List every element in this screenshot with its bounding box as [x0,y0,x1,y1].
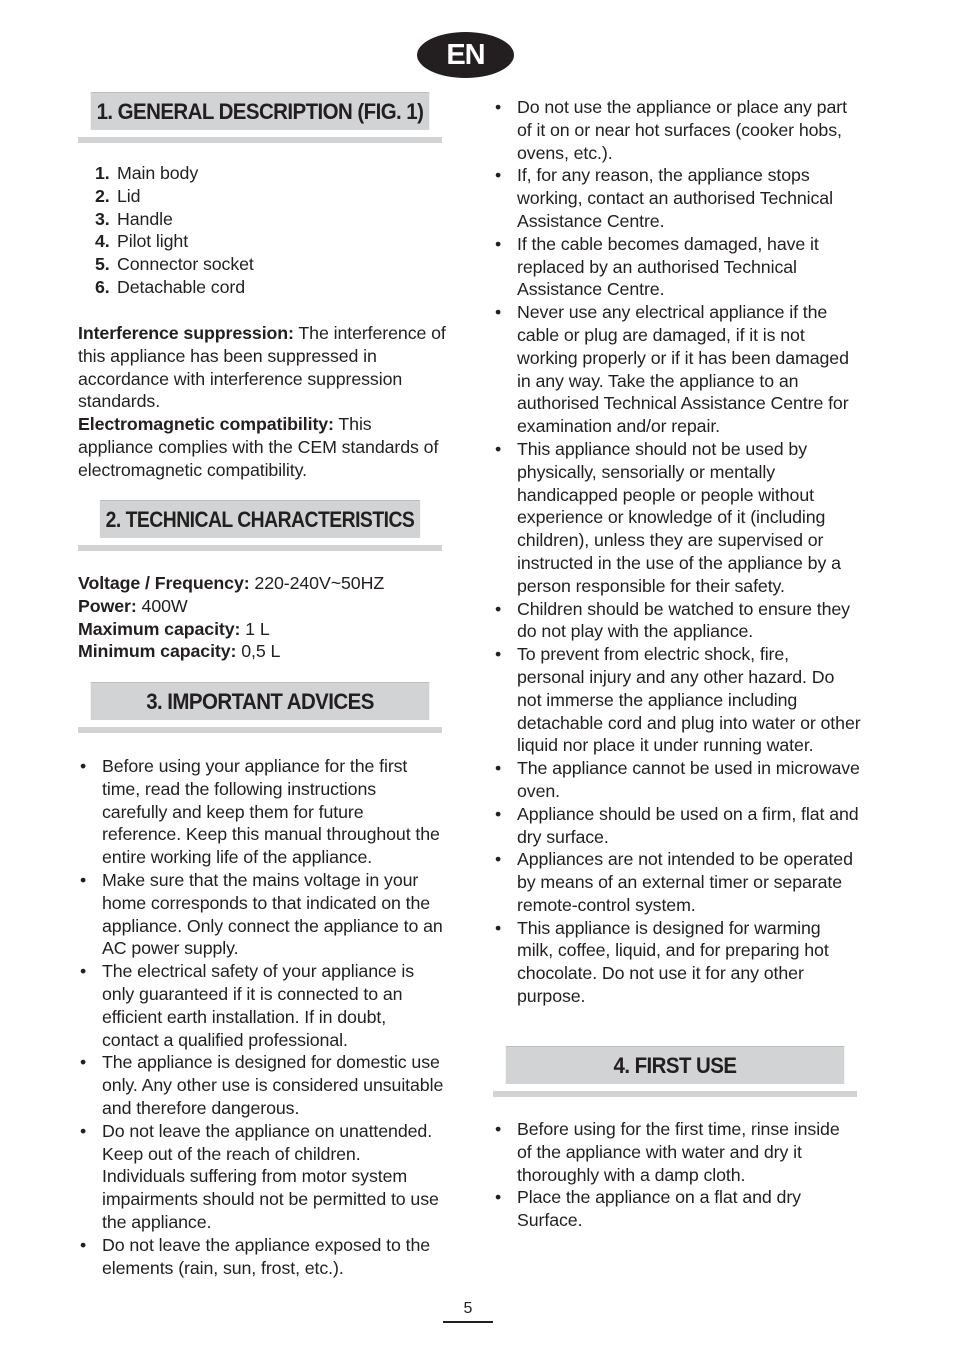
part-label: Lid [117,185,141,206]
section-divider [78,545,442,551]
part-item [78,208,444,231]
part-number: 2. [95,185,110,206]
part-number: 3. [95,208,110,229]
section-title: 1. GENERAL DESCRIPTION (FIG. 1) [91,92,430,130]
bullet-item: • The electrical safety of your appliance is only guaranteed if it is connected to an efficient earth installation. If in doubt, contact a qualified professional. [78,960,444,1051]
part-item [78,230,444,253]
spec-row [78,640,444,663]
section-title: 3. IMPORTANT ADVICES [91,682,430,720]
parts-list [78,162,444,299]
part-item [78,276,444,299]
spec-row [78,572,444,595]
section-title: 4. FIRST USE [506,1046,845,1084]
section-title: 2. TECHNICAL CHARACTERISTICS [100,500,420,538]
section-header-general-description [78,92,442,143]
bullet-item: • Children should be watched to ensure they do not play with the appliance. [493,598,861,644]
bullet-item: • Before using your appliance for the first time, read the following instructions carefully and keep them for future reference. Keep this manual throughout the entire working life of the appliance. [78,755,444,869]
section-header-important-advices [78,682,442,733]
spec-label: Voltage / Frequency: [78,573,250,593]
section-divider [78,727,442,733]
part-label: Main body [117,163,199,183]
spec-value: 220-240V~50HZ [249,573,385,593]
section-header-technical-characteristics [78,500,442,551]
bullet-item: • Place the appliance on a flat and dry Surface. [493,1186,859,1232]
page-number: 5 [463,1300,473,1317]
interference-label: Interference suppression: [78,323,294,343]
spec-label: Minimum capacity: [78,641,237,662]
bullet-item: • The appliance cannot be used in microwave oven. [493,757,861,803]
bullet-item: • Never use any electrical appliance if the cable or plug are damaged, if it is not working properly or if it has been damaged in any way. Take the appliance to an authorised Technical Assistance Centre for examination and/or repair. [493,301,861,438]
emc-text: This appliance complies with the CEM standards of electromagnetic compatibility. [78,414,439,480]
section-divider [493,1091,857,1097]
interference-text: The interference of this appliance has been suppressed in accordance with interference suppression standards. [78,323,446,412]
section-divider [78,137,442,143]
bullet-item: • Before using for the first time, rinse inside of the appliance with water and dry it thoroughly with a damp cloth. [493,1118,859,1186]
bullet-item: • Do not use the appliance or place any part of it on or near hot surfaces (cooker hobs, ovens, etc.). [493,96,861,164]
part-label: Detachable cord [117,276,245,297]
part-item [78,162,444,185]
part-label: Handle [117,208,173,229]
spec-label: Power: [78,595,137,616]
bullet-item: • This appliance is designed for warming milk, coffee, liquid, and for preparing hot chocolate. Do not use it for any other purpose. [493,917,861,1008]
bullet-item: • If the cable becomes damaged, have it replaced by an authorised Technical Assistance Centre. [493,233,861,301]
page-number-underline [443,1321,493,1323]
part-label: Connector socket [117,254,254,275]
advices-list-right [493,96,861,1008]
bullet-item: • If, for any reason, the appliance stops working, contact an authorised Technical Assistance Centre. [493,164,861,232]
spec-row [78,618,444,641]
spec-row [78,595,444,618]
spec-value: 400W [136,595,188,616]
emc-paragraph [78,413,448,481]
part-number: 1. [95,163,110,183]
interference-paragraph [78,322,448,413]
bullet-item: • Make sure that the mains voltage in your home corresponds to that indicated on the appliance. Only connect the appliance to an AC power supply. [78,869,444,960]
bullet-item: • Appliance should be used on a firm, flat and dry surface. [493,803,861,849]
language-badge: EN [417,32,514,78]
spec-value: 0,5 L [236,641,281,662]
bullet-item: • To prevent from electric shock, fire, personal injury and any other hazard. Do not immerse the appliance including detachable cord and plug into water or other liquid nor place it under running water. [493,643,861,757]
spec-value: 1 L [240,618,270,639]
spec-label: Maximum capacity: [78,618,241,639]
part-item [78,253,444,276]
part-number: 4. [95,231,110,252]
emc-label: Electromagnetic compatibility: [78,414,334,434]
section-header-first-use [493,1046,857,1097]
bullet-item: • Do not leave the appliance on unattended. Keep out of the reach of children. Individuals suffering from motor system impairments should not be permitted to use the appliance. [78,1120,444,1234]
advices-list-left [78,755,444,1279]
bullet-item: • This appliance should not be used by physically, sensorially or mentally handicapped people or people without experience or knowledge of it (including children), unless they are supervised or instructed in the use of the appliance by a person responsible for their safety. [493,438,861,598]
part-number: 6. [95,276,110,297]
part-item [78,185,444,208]
specs-list [78,572,444,663]
bullet-item: • Do not leave the appliance exposed to the elements (rain, sun, frost, etc.). [78,1234,444,1280]
part-number: 5. [95,254,110,275]
part-label: Pilot light [117,231,189,252]
bullet-item: • Appliances are not intended to be operated by means of an external timer or separate remote-control system. [493,848,861,916]
first-use-list [493,1118,859,1232]
bullet-item: • The appliance is designed for domestic use only. Any other use is considered unsuitable and therefore dangerous. [78,1051,444,1119]
